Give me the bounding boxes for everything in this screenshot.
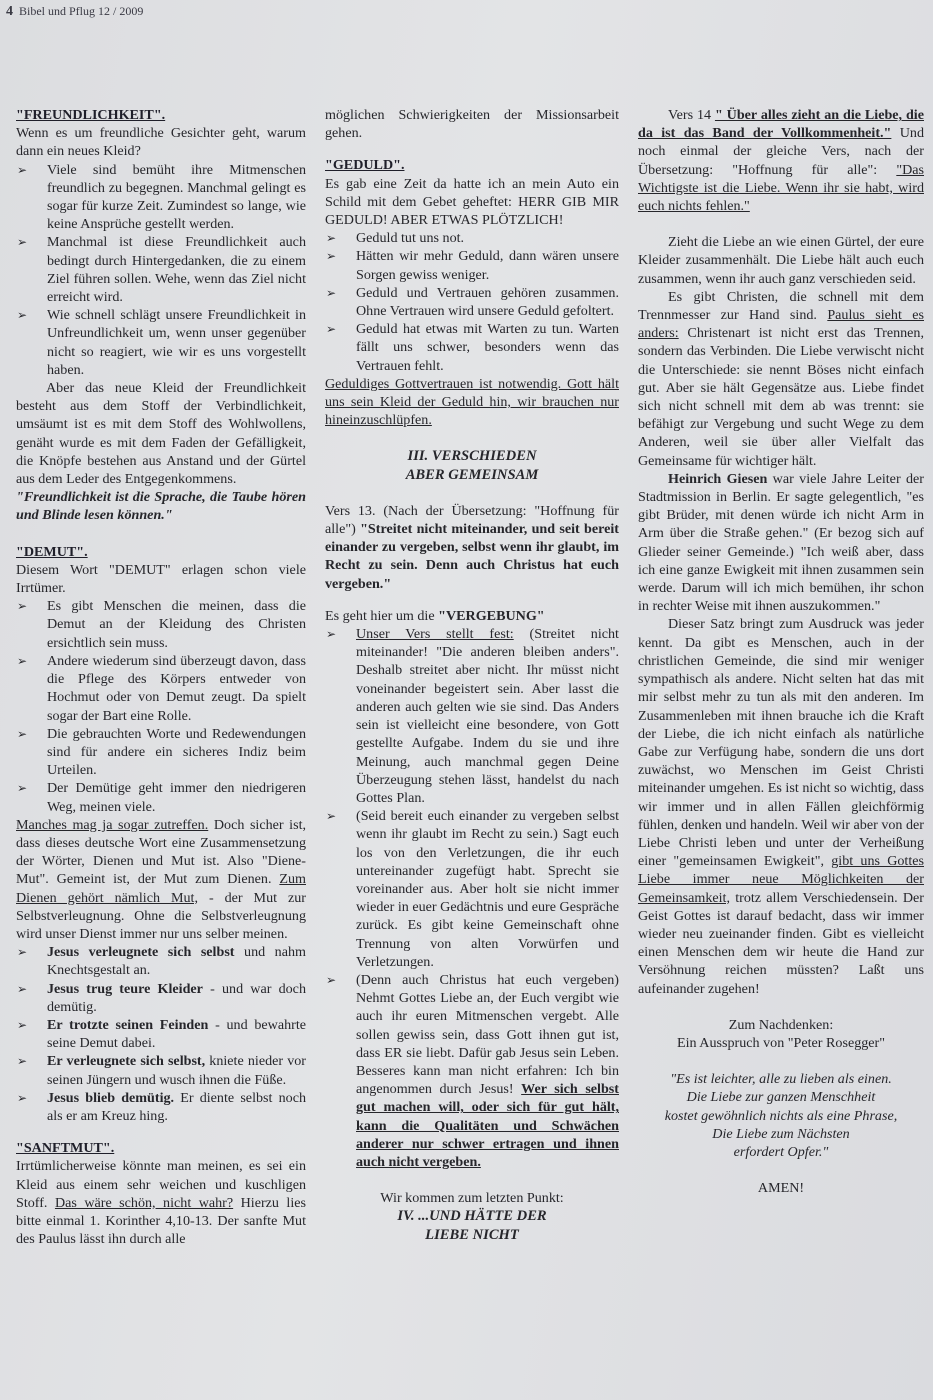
arrow-bullet-icon: ➢ bbox=[326, 231, 337, 246]
column-left bbox=[16, 106, 306, 1248]
list-item bbox=[16, 943, 306, 979]
list-item bbox=[16, 1089, 306, 1125]
list-item bbox=[16, 1052, 306, 1088]
arrow-bullet-icon: ➢ bbox=[17, 653, 28, 668]
page-header bbox=[6, 4, 143, 20]
paragraph bbox=[638, 288, 924, 470]
body-text: Doch sicher ist, dass dieses deutsche Wort eine Zusammensetzung der Wörter, Dienen und Mut ist. Also "Diene-Mut". Gemeint ist, der Mut zum Dienen. bbox=[16, 816, 307, 888]
arrow-bullet-icon: ➢ bbox=[17, 235, 28, 250]
last-point-intro: Wir kommen zum letzten Punkt: bbox=[380, 1190, 564, 1207]
body-text: trotz allem Verschiedensein. Der Geist Gottes ist darauf bedacht, dass wir immer wieder neu zueinander finden. Gibt es vielleicht einen Menschen dem wir heute die Hand zur Versöhnung reichen müssten? Laßt uns aufeinander zugehen! bbox=[638, 889, 924, 997]
arrow-bullet-icon: ➢ bbox=[326, 972, 337, 987]
list-item bbox=[16, 980, 306, 1016]
body-text: war viele Jahre Leiter der Stadtmission in Berlin. Er sagte gelegentlich, "es gibt Brüder, mit denen würde ich nicht Arm in Arm über die Straße gehen." (Er bezog sich auf Glieder seiner Gemeinde.) "Ich weiß aber, dass ich eine ganze Ewigkeit mit ihnen zusammen sein werde. Darum will ich mich bemühen, ihr schon in rechter Weise mit ihnen auszukommen." bbox=[638, 470, 924, 615]
underlined-text: Das wäre schön, nicht wahr? bbox=[54, 1194, 234, 1211]
list-item bbox=[325, 625, 619, 807]
section-heading-iii-line1: III. VERSCHIEDEN bbox=[407, 448, 537, 465]
heading-demut: "DEMUT". bbox=[16, 543, 88, 560]
body-text: Vers 13. (Nach der Übersetzung: "Hoffnung für alle") bbox=[325, 502, 619, 538]
heading-geduld: "GEDULD". bbox=[325, 157, 405, 174]
arrow-bullet-icon: ➢ bbox=[326, 809, 337, 824]
list-item-text: Geduld hat etwas mit Warten zu tun. Warten fällt uns schwer, besonders wenn das Vertrauen fehlt. bbox=[356, 321, 619, 374]
body-text: Christenart ist nicht erst das Trennen, sondern das Verbinden. Die Liebe verwischt nicht die Unterschiede: sie nennt Böses nicht einfach gut. Aber sie hält Gegensätze aus. Liebe findet sich nicht schnell mit dem ab was trennt: sie befähigt zur Vergebung und sucht Wege zu dem Anderen, weil sie über aller Vielfalt das Gemeinsame für wichtiger hält. bbox=[638, 325, 924, 469]
list-item bbox=[325, 229, 619, 247]
vergebung-list bbox=[325, 625, 619, 1171]
list-item-text: Geduld tut uns not. bbox=[356, 230, 465, 247]
geduld-conclusion: Geduldiges Gottvertrauen ist notwendig. Gott hält uns sein Kleid der Geduld hin, wir brauchen nur hineinzuschlüpfen. bbox=[325, 375, 619, 429]
geduld-list bbox=[325, 229, 619, 375]
quote-line: erfordert Opfer." bbox=[733, 1143, 829, 1160]
bold-text: Jesus blieb demütig. bbox=[47, 1089, 175, 1106]
freundlichkeit-intro: Wenn es um freundliche Gesichter geht, warum dann ein neues Kleid? bbox=[16, 125, 306, 160]
underlined-text: gibt uns Gottes Liebe immer neue Möglichkeiten der Gemeinsamkeit, bbox=[638, 853, 924, 906]
vergebung-intro bbox=[325, 607, 619, 625]
list-item-text: Hätten wir mehr Geduld, dann wären unsere Sorgen gewiss weniger. bbox=[356, 248, 619, 283]
list-item bbox=[16, 1016, 306, 1052]
demut-intro: Diesem Wort "DEMUT" erlagen schon viele Irrtümer. bbox=[16, 561, 306, 597]
body-text: (Streitet nicht miteinander! "Die anderen bleiben anders". Deshalb streitet aber nicht. Ihr müsst nicht voneinander begeistert sein. Aber lasst die anderen auch gelten wie sie sind. Das Anders sein ist vielleicht eine besondere, von Gott gestellte Aufgabe. Indem du sie und ihre Meinung, auch manchmal gegen Deine Überzeugung stehen lässt, handelst du nach Gottes Plan. bbox=[356, 626, 619, 806]
list-item bbox=[16, 652, 306, 725]
arrow-bullet-icon: ➢ bbox=[17, 162, 28, 177]
body-text: Er diente selbst noch als er am Kreuz hing. bbox=[47, 1089, 306, 1124]
arrow-bullet-icon: ➢ bbox=[17, 726, 28, 741]
freundlichkeit-list bbox=[16, 161, 306, 379]
arrow-bullet-icon: ➢ bbox=[17, 945, 28, 960]
demut-paragraph bbox=[16, 816, 306, 943]
body-text: - der Mut zur Selbstverleugnung. Ohne die Selbstverleugnung wird unser Dienst immer nur uns selber meinen. bbox=[16, 889, 306, 942]
arrow-bullet-icon: ➢ bbox=[17, 599, 28, 614]
closing-amen: AMEN! bbox=[757, 1180, 805, 1197]
column-right bbox=[638, 106, 924, 1197]
list-item-text: Wie schnell schlägt unsere Freundlichkeit in Unfreundlichkeit um, wenn unser gegenüber nicht so reagiert, wie wir es uns vorgestellt haben. bbox=[47, 307, 306, 378]
body-text: - und war doch demütig. bbox=[47, 980, 306, 1015]
heading-sanftmut: "SANFTMUT". bbox=[16, 1140, 115, 1157]
heading-freundlichkeit: "FREUNDLICHKEIT". bbox=[16, 107, 166, 123]
list-item bbox=[325, 247, 619, 283]
list-item bbox=[325, 320, 619, 375]
vers14-paragraph bbox=[638, 106, 924, 215]
continued-text: möglichen Schwierigkeiten der Missionsarbeit gehen. bbox=[325, 107, 619, 142]
bold-text: Jesus verleugnete sich selbst bbox=[47, 944, 235, 961]
body-text: Es gibt Christen, die schnell mit dem Trennmesser zur Hand sind. bbox=[638, 288, 924, 324]
list-item-text: Es gibt Menschen die meinen, dass die Demut an der Kleidung des Christen ersichtlich sein muss. bbox=[47, 598, 306, 651]
arrow-bullet-icon: ➢ bbox=[17, 781, 28, 796]
arrow-bullet-icon: ➢ bbox=[17, 308, 28, 323]
underlined-text: "Das Wichtigste ist die Liebe. Wenn ihr sie habt, wird euch nichts fehlen." bbox=[638, 161, 924, 215]
arrow-bullet-icon: ➢ bbox=[17, 1054, 28, 1069]
list-item bbox=[16, 233, 306, 306]
bold-text: Er trotzte seinen Feinden bbox=[47, 1016, 209, 1033]
underlined-text: Paulus sieht es anders: bbox=[638, 307, 924, 342]
body-text: und nahm Knechtsgestalt an. bbox=[47, 944, 306, 979]
underlined-text: Zum Dienen gehört nämlich Mut, bbox=[16, 871, 306, 906]
list-item bbox=[16, 779, 306, 815]
vers13-paragraph bbox=[325, 502, 619, 593]
body-text: Und noch einmal der gleiche Vers, nach der Übersetzung: "Hoffnung für alle": bbox=[638, 125, 925, 178]
geduld-intro: Es gab eine Zeit da hatte ich an mein Auto ein Schild mit dem Gebet geheftet: HERR GIB MIR GEDULD! ABER ETWAS PLÖTZLICH! bbox=[325, 175, 619, 229]
list-item bbox=[16, 725, 306, 780]
freundlichkeit-quote: "Freundlichkeit ist die Sprache, die Taube hören und Blinde lesen können." bbox=[16, 489, 306, 524]
arrow-bullet-icon: ➢ bbox=[17, 981, 28, 996]
bold-text: "Streitet nicht miteinander, und seit bereit einander zu vergeben, selbst wenn ihr glaubt, im Recht zu sein. Denn auch Christus hat euch vergeben." bbox=[325, 521, 620, 592]
body-text: Vers 14 bbox=[668, 107, 715, 123]
quote-line: "Es ist leichter, alle zu lieben als einen. bbox=[670, 1071, 892, 1088]
paragraph bbox=[638, 470, 924, 616]
underlined-text: Unser Vers stellt fest: bbox=[356, 626, 514, 643]
list-item bbox=[325, 971, 619, 1171]
list-item-text: Der Demütige geht immer den niedrigeren Weg, meinen viele. bbox=[47, 780, 306, 815]
arrow-bullet-icon: ➢ bbox=[17, 1017, 28, 1032]
bold-underlined-text: " Über alles zieht an die Liebe, die da ist das Band der Vollkommenheit." bbox=[638, 107, 924, 142]
body-text: kniete nieder vor seinen Jüngern und wusch ihnen die Füße. bbox=[47, 1053, 306, 1088]
list-item-text: Geduld und Vertrauen gehören zusammen. Ohne Vertrauen wird unsere Geduld gefoltert. bbox=[356, 284, 619, 320]
body-text: Dieser Satz bringt zum Ausdruck was jeder kennt. Da gibt es Menschen, auch in der christlichen Gemeinde, die sind mir weniger sympathisch als andere. Nicht selten hat das mit mir selbst mehr zu tun als mit den anderen. Im Zusammenleben mit ihnen brauche ich die Kraft der Liebe, die ich nicht einfach als natürliche Gabe zur Verfügung habe, sondern die uns dort zuwächst, wo Menschen im Geist Christi miteinander umgehen. Es ist nicht so wichtig, dass wir immer und in allen Fällen gleichförmig fühlen, denken und handeln. Weil wir aber von der Liebe Christi leben und unter der Verheißung einer "gemeinsamen Ewigkeit", bbox=[638, 616, 924, 870]
arrow-bullet-icon: ➢ bbox=[326, 249, 337, 264]
underlined-text: Manches mag ja sogar zutreffen. bbox=[16, 816, 209, 833]
column-middle bbox=[325, 106, 619, 1244]
section-heading-iii-line2: ABER GEMEINSAM bbox=[405, 466, 539, 483]
quote-line: Die Liebe zum Nächsten bbox=[712, 1125, 850, 1142]
quote-line: Die Liebe zur ganzen Menschheit bbox=[686, 1089, 876, 1106]
reflection-source: Ein Ausspruch von "Peter Rosegger" bbox=[676, 1034, 885, 1051]
page-number: 4 bbox=[6, 4, 13, 19]
arrow-bullet-icon: ➢ bbox=[17, 1090, 28, 1105]
arrow-bullet-icon: ➢ bbox=[326, 627, 337, 642]
body-text: (Denn auch Christus hat euch vergeben) Nehmt Gottes Liebe an, der Euch vergibt wie auch ihr euren Mitmenschen vergebt. Alle sollen gewiss sein, dass Gott ihnen gut ist, dass ER sie liebt. Dafür gab Jesus sein Leben. Besseres kann man nicht erfahren: Ich bin angenommen durch Jesus! bbox=[356, 971, 619, 1098]
bold-text: Jesus trug teure Kleider bbox=[47, 980, 203, 997]
jesus-list bbox=[16, 943, 306, 1125]
paragraph: Zieht die Liebe an wie einen Gürtel, der eure Kleider zusammenhält. Die Liebe hält auch euch zusammen, wenn ihr auch ganz verschieden seid. bbox=[638, 234, 924, 287]
list-item-text: Viele sind bemüht ihre Mitmenschen freundlich zu begegnen. Manchmal gelingt es sogar für kurze Zeit. Zumindest so lange, wie keine Ansprüche gestellt werden. bbox=[47, 161, 306, 233]
list-item bbox=[16, 161, 306, 234]
bold-text: Heinrich Giesen bbox=[668, 470, 768, 487]
bold-text: Er verleugnete sich selbst, bbox=[47, 1053, 206, 1070]
list-item-text: (Seid bereit euch einander zu vergeben selbst wenn ihr glaubt im Recht zu sein.) Sagt euch los von den Verletzungen, die ihr euch untereinander zugefügt habt. Sprecht sie voreinander aus. Aber holt sie nicht immer wieder in euer Gedächtnis und eure Gespräche zurück. Es gibt keine Gemeinschaft ohne Trennung von alten Vorwürfen und Verletzungen. bbox=[356, 808, 619, 970]
list-item-text: Manchmal ist diese Freundlichkeit auch bedingt durch Hintergedanken, die zu einem Ziel führen sollen. Wehe, wenn das Ziel nicht erreicht wird. bbox=[47, 234, 306, 306]
list-item bbox=[16, 306, 306, 379]
list-item bbox=[325, 807, 619, 971]
section-heading-iv-line1: IV. ...UND HÄTTE DER bbox=[397, 1208, 547, 1225]
quote-line: kostet gewöhnlich nichts als eine Phrase, bbox=[664, 1107, 898, 1124]
bold-underlined-text: Wer sich selbst gut machen will, oder sich für gut hält, kann die Qualitäten und Schwächen anderer nur schwer ertragen und ihnen auch nicht vergeben. bbox=[356, 1081, 619, 1170]
reflection-label: Zum Nachdenken: bbox=[728, 1016, 834, 1033]
list-item bbox=[325, 284, 619, 320]
freundlichkeit-paragraph: Aber das neue Kleid der Freundlichkeit besteht aus dem Stoff der Verbindlichkeit, umsäumt ist es mit dem Stoff des Wohlwollens, genäht wurde es mit dem Faden der Gefälligkeit, die Knöpfe bestehen aus Anstand und der Gürtel aus dem Leder des Entgegenkommens. bbox=[16, 380, 306, 488]
publication-title: Bibel und Pflug 12 / 2009 bbox=[19, 4, 144, 18]
sanftmut-paragraph bbox=[16, 1157, 306, 1248]
bold-text: "VERGEBUNG" bbox=[438, 607, 545, 624]
body-text: Irrtümlicherweise könnte man meinen, es sei ein Kleid aus einem sehr weichen und kuschligen Stoff. bbox=[16, 1158, 306, 1211]
arrow-bullet-icon: ➢ bbox=[326, 285, 337, 300]
body-text: Es geht hier um die bbox=[325, 607, 439, 624]
paragraph bbox=[638, 615, 924, 997]
body-text: - und bewahrte seine Demut dabei. bbox=[47, 1016, 306, 1052]
demut-list bbox=[16, 597, 306, 815]
list-item-text: Die gebrauchten Worte und Redewendungen sind für andere ein sicheres Indiz beim Urteilen. bbox=[47, 725, 306, 779]
arrow-bullet-icon: ➢ bbox=[326, 322, 337, 337]
section-heading-iv-line2: LIEBE NICHT bbox=[425, 1226, 519, 1243]
list-item-text: Andere wiederum sind überzeugt davon, dass die Pflege des Körpers entweder von Hochmut oder von Demut zeugt. Da spielt sogar der Bart eine Rolle. bbox=[47, 652, 306, 724]
body-text: Hierzu lies bitte einmal 1. Korinther 4,10-13. Der sanfte Mut des Paulus lässt ihn durch alle bbox=[16, 1194, 306, 1248]
list-item bbox=[16, 597, 306, 652]
